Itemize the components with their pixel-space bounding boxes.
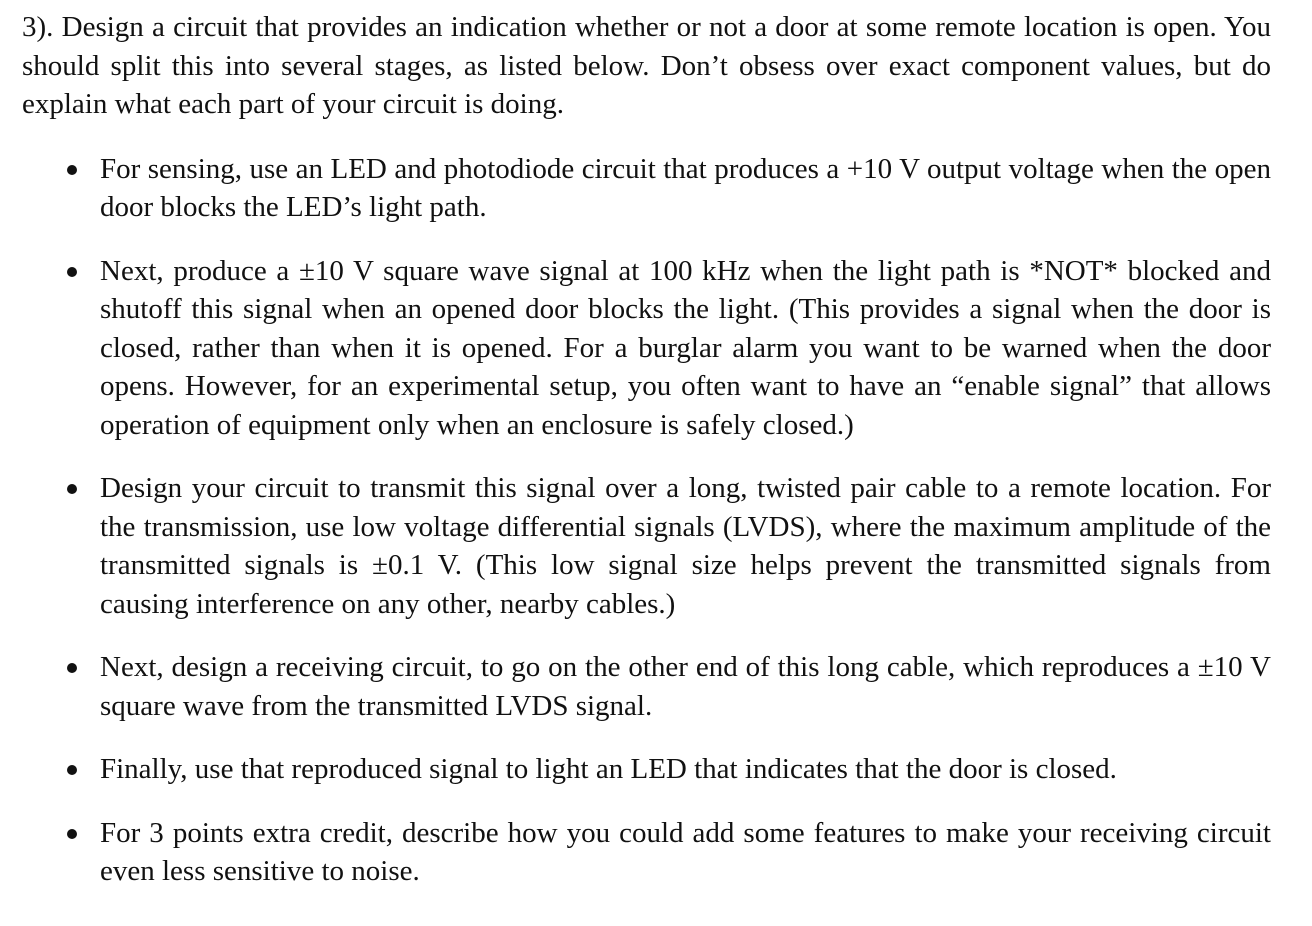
list-item-text: Design your circuit to transmit this signal over a long, twisted pair cable to a remote location. For the transmission, use low voltage differential signals (LVDS), where the maximum amplitude of the transmitted signals is ±0.1 V. (This low signal size helps prevent the transmitted signals from causing interference on any other, nearby cables.) (100, 472, 1271, 620)
bullet-icon (67, 829, 77, 839)
list-item-text: Finally, use that reproduced signal to light an LED that indicates that the door is closed. (100, 753, 1117, 785)
list-item-text: For 3 points extra credit, describe how you could add some features to make your receiving circuit even less sensitive to noise. (100, 816, 1271, 887)
list-item (22, 252, 1271, 445)
problem-intro: 3). Design a circuit that provides an indication whether or not a door at some remote location is open. You should split this into several stages, as listed below. Don’t obsess over exact component values, but do explain what each part of your circuit is doing. (22, 11, 1271, 120)
bullet-icon (67, 484, 77, 494)
bullet-icon (67, 267, 77, 277)
list-item-text: For sensing, use an LED and photodiode circuit that produces a +10 V output voltage when the open door blocks the LED’s light path. (100, 152, 1271, 223)
list-item (22, 814, 1271, 891)
bullet-icon (67, 165, 77, 175)
list-item (22, 648, 1271, 725)
list-item (22, 150, 1271, 227)
requirements-list (22, 150, 1271, 891)
bullet-icon (67, 765, 77, 775)
bullet-icon (67, 663, 77, 673)
list-item-text: Next, design a receiving circuit, to go on the other end of this long cable, which reproduces a ±10 V square wave from the transmitted LVDS signal. (100, 651, 1271, 722)
problem-text (22, 8, 1271, 891)
list-item-text: Next, produce a ±10 V square wave signal at 100 kHz when the light path is *NOT* blocked and shutoff this signal when an opened door blocks the light. (This provides a signal when the door is closed, rather than when it is opened. For a burglar alarm you want to be warned when the door opens. However, for an experimental setup, you often want to have an “enable signal” that allows operation of equipment only when an enclosure is safely closed.) (100, 254, 1271, 441)
list-item (22, 469, 1271, 623)
list-item (22, 750, 1271, 789)
